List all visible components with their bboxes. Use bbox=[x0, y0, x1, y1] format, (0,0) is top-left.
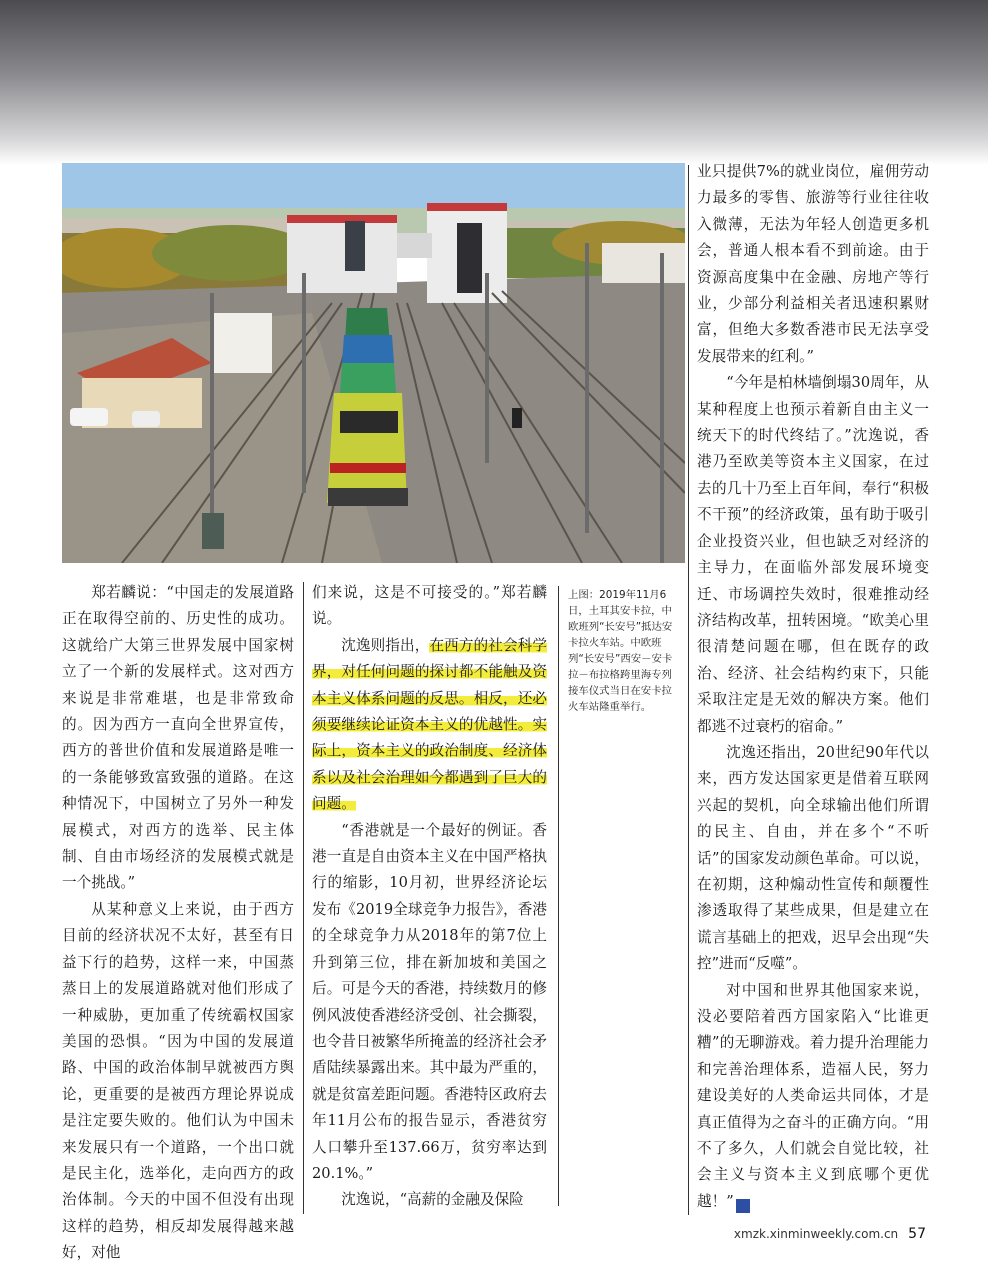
end-mark-icon: 人 bbox=[736, 1199, 750, 1213]
text-run: 沈逸则指出， bbox=[341, 636, 430, 654]
highlighted-text: 在西方的社会科学界，对任何问题的探讨都不能触及资本主义体系问题的反思。相反，还必须要继续论证资本主义的优越性。实际上，资本主义的政治制度、经济体系以及社会治理如今都遇到了巨大的问题。 bbox=[312, 636, 547, 813]
paragraph bbox=[312, 633, 547, 818]
paragraph: 沈逸还指出，20世纪90年代以来，西方发达国家更是借着互联网兴起的契机，向全球输出他们所谓的民主、自由，并在多个“不听话”的国家发动颜色革命。可以说，在初期，这种煽动性宣传和颠覆性渗透取得了某些成果，但是建立在谎言基础上的把戏，迟早会出现“失控”进而“反噬”。 bbox=[697, 743, 929, 973]
article-column-1 bbox=[62, 580, 294, 1267]
column-divider bbox=[303, 582, 304, 1214]
column-divider bbox=[688, 165, 689, 1215]
paragraph: “香港就是一个最好的例证。香港一直是自由资本主义在中国严格执行的缩影，10月初，世界经济论坛发布《2019全球竞争力报告》，香港的全球竞争力从2018年的第7位上升到第三位，排在新加坡和美国之后。可是今天的香港，持续数月的修例风波使香港经济受创、社会撕裂，也令昔日被繁华所掩盖的经济社会矛盾陆续暴露出来。其中最为严重的，就是贫富差距问题。香港特区政府去年11月公布的报告显示，香港贫穷人口攀升至137.66万，贫穷率达到20.1%。” bbox=[312, 821, 547, 1182]
caption-divider bbox=[558, 586, 559, 1206]
page-footer bbox=[734, 1226, 926, 1242]
photo-train-ankara-station bbox=[62, 163, 685, 563]
photo-caption: 上图：2019年11月6日，土耳其安卡拉，中欧班列“长安号”抵达安卡拉火车站。中欧班列“长安号”西安－安卡拉－布拉格跨里海专列接车仪式当日在安卡拉火车站隆重举行。 bbox=[568, 589, 673, 713]
paragraph: 沈逸说，“高薪的金融及保险 bbox=[341, 1191, 524, 1209]
paragraph: 们来说，这是不可接受的。”郑若麟说。 bbox=[312, 584, 547, 628]
paragraph: 郑若麟说：“中国走的发展道路正在取得空前的、历史性的成功。这就给广大第三世界发展中国家树立了一个新的发展样式。这对西方来说是非常难堪，也是非常致命的。因为西方一直向全世界宣传，西方的普世价值和发展道路是唯一的一条能够致富致强的道路。在这种情况下，中国树立了另外一种发展模式，对西方的选举、民主体制、自由市场经济的发展模式就是一个挑战。” bbox=[62, 584, 294, 892]
article-column-2 bbox=[312, 580, 547, 1214]
paragraph: “今年是柏林墙倒塌30周年，从某种程度上也预示着新自由主义一统天下的时代终结了。”沈逸说，香港乃至欧美等资本主义国家，在过去的几十乃至上百年间，奉行“积极不干预”的经济政策，虽有助于吸引企业投资兴业，但也缺乏对经济的主导力，在面临外部发展环境变迁、市场调控失效时，很难推动经济结构改革，扭转困境。“欧美心里很清楚问题在哪，但在既存的政治、经济、社会结构约束下，只能采取注定是无效的解决方案。他们都逃不过衰朽的宿命。” bbox=[697, 374, 929, 735]
paragraph: 从某种意义上来说，由于西方目前的经济状况不太好，甚至有日益下行的趋势，这样一来，中国蒸蒸日上的发展道路就对他们形成了一种威胁，更加重了传统霸权国家美国的恐惧。“因为中国的发展道路、中国的政治体制早就被西方舆论，更重要的是被西方理论界说成是注定要失败的。他们认为中国未来发展只有一个道路，一个出口就是民主化，选举化，走向西方的政治体制。今天的中国不但没有出现这样的趋势，相反却发展得越来越好，对他 bbox=[62, 900, 294, 1262]
paragraph: 业只提供7%的就业岗位，雇佣劳动力最多的零售、旅游等行业往往收入微薄，无法为年轻人创造更多机会，普通人根本看不到前途。由于资源高度集中在金融、房地产等行业，少部分利益相关者迅速积累财富，但绝大多数香港市民无法享受发展带来的红利。” bbox=[697, 163, 929, 365]
footer-url: xmzk.xinminweekly.com.cn bbox=[733, 1227, 899, 1241]
article-column-3 bbox=[697, 159, 929, 1215]
page-number: 57 bbox=[908, 1226, 926, 1242]
top-gradient-band bbox=[0, 0, 988, 165]
text-run: 对中国和世界其他国家来说，没必要陪着西方国家陷入“比谁更糟”的无聊游戏。着力提升治理能力和完善治理体系，造福人民，努力建设美好的人类命运共同体，才是真正值得为之奋斗的正确方向。“用不了多久，人们就会自觉比较，社会主义与资本主义到底哪个更优越！” bbox=[697, 981, 929, 1210]
paragraph bbox=[697, 978, 929, 1216]
